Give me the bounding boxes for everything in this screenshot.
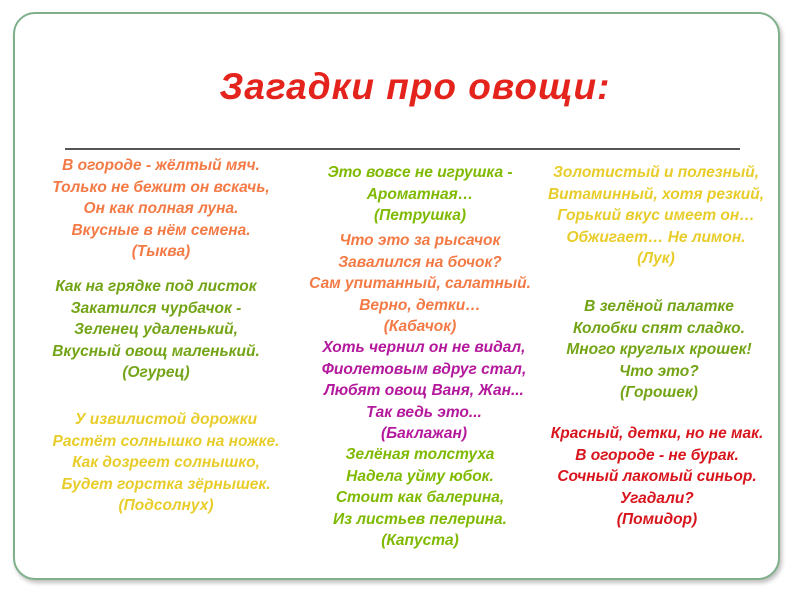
riddle-line: Будет горстка зёрнышек. <box>61 475 271 493</box>
riddle-line: У извилистой дорожки <box>74 411 258 428</box>
riddle-line: Завалился на бочок? <box>338 253 502 271</box>
page-title: Загадки про овощи: <box>219 66 611 107</box>
riddle-line: Растёт солнышко на ножке. <box>52 432 280 450</box>
riddle-line: Много круглых крошек! <box>566 341 752 358</box>
riddle-line: Вкусный овощ маленький. <box>52 342 260 360</box>
riddle-line: Как на грядке под листок <box>55 278 257 295</box>
riddle-answer: (Кабачок) <box>383 318 457 335</box>
riddle-pumpkin <box>30 155 292 263</box>
riddle-answer: (Лук) <box>637 250 675 267</box>
riddle-line: Что это за рысачок <box>339 232 501 249</box>
riddle-line: Так ведь это... <box>366 403 482 421</box>
riddle-line: Закатился чурбачок - <box>70 299 242 317</box>
riddle-line: Угадали? <box>620 489 694 507</box>
riddle-answer: (Помидор) <box>616 511 698 528</box>
riddle-line: Хоть чернил он не видал, <box>322 339 526 356</box>
riddle-answer: (Баклажан) <box>380 425 467 442</box>
riddle-line: В огороде - не бурак. <box>575 446 739 464</box>
riddle-line: Колобки спят сладко. <box>573 319 745 337</box>
riddle-parsley <box>302 162 538 227</box>
riddle-line: Золотистый и полезный, <box>552 164 760 181</box>
riddle-line: Обжигает… Не лимон. <box>566 228 746 246</box>
riddle-line: В зелёной палатке <box>584 298 734 315</box>
riddle-answer: (Капуста) <box>381 532 459 549</box>
riddle-answer: (Подсолнух) <box>118 497 214 514</box>
riddle-zucchini <box>290 230 550 338</box>
riddle-peas <box>548 296 770 404</box>
riddle-line: Зеленец удаленький, <box>74 321 238 338</box>
riddle-line: Сам упитанный, салатный. <box>309 275 531 292</box>
riddle-line: Стоит как балерина, <box>335 489 505 506</box>
riddle-cabbage <box>302 444 538 552</box>
riddle-line: Витаминный, хотя резкий, <box>547 185 765 203</box>
riddle-answer: (Огурец) <box>122 364 190 381</box>
riddle-line: Фиолетовым вдруг стал, <box>321 360 527 378</box>
riddle-line: Ароматная… <box>366 185 474 203</box>
riddle-line: Он как полная луна. <box>83 200 239 217</box>
riddle-line: Вкусные в нём семена. <box>71 221 251 239</box>
riddle-line: Любят овощ Ваня, Жан... <box>324 382 524 399</box>
riddle-line: Это вовсе не игрушка - <box>327 164 513 181</box>
riddle-line: Горький вкус имеет он… <box>557 207 755 224</box>
riddle-line: Сочный лакомый синьор. <box>557 468 757 485</box>
riddle-line: Красный, детки, но не мак. <box>550 425 764 442</box>
riddle-tomato <box>532 423 782 531</box>
title-divider <box>65 148 740 150</box>
riddle-line: Верно, детки… <box>359 296 481 314</box>
riddle-line: Как дозреет солнышко, <box>72 454 260 471</box>
riddle-eggplant <box>298 337 550 445</box>
riddle-sunflower <box>30 409 302 517</box>
riddle-line: Только не бежит он вскачь, <box>52 178 270 196</box>
riddle-answer: (Петрушка) <box>373 207 466 224</box>
riddle-onion <box>530 162 782 270</box>
riddle-line: Зелёная толстуха <box>345 446 495 463</box>
riddle-answer: (Горошек) <box>620 384 698 401</box>
riddle-line: Из листьев пелерина. <box>333 510 507 528</box>
riddle-cucumber <box>30 276 282 384</box>
riddle-line: Надела уйму юбок. <box>346 467 494 485</box>
riddle-line: Что это? <box>619 362 699 380</box>
riddle-line: В огороде - жёлтый мяч. <box>62 157 260 174</box>
riddle-answer: (Тыква) <box>131 243 191 260</box>
